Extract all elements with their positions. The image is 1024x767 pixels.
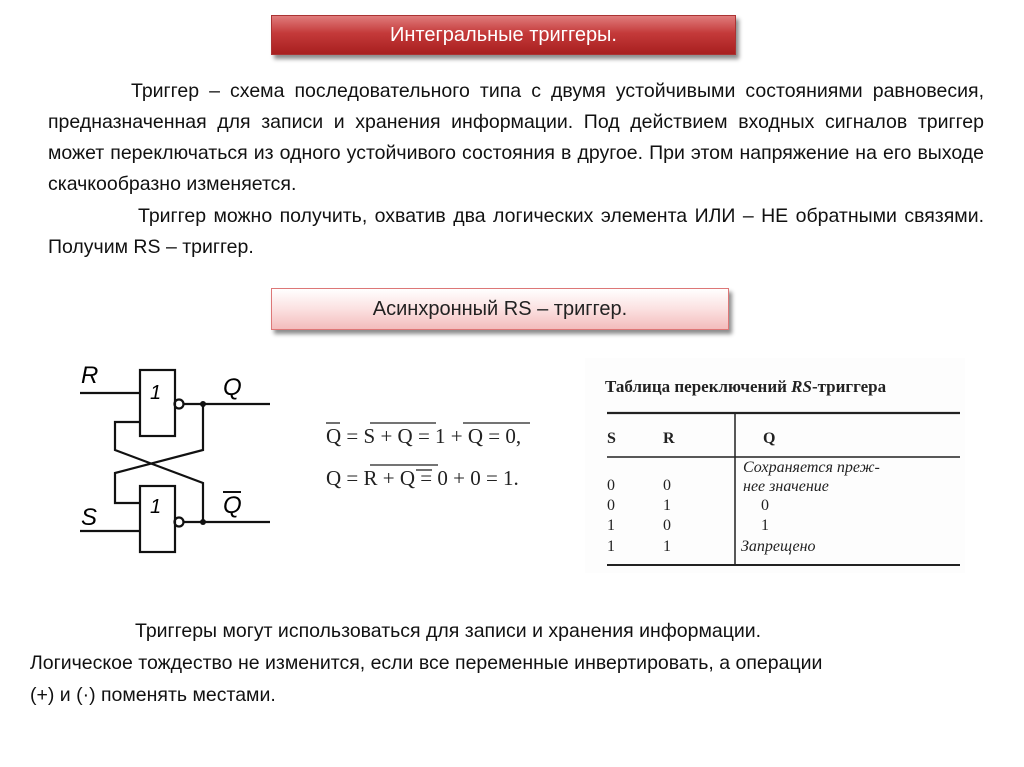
section-subtitle: Асинхронный RS – триггер. — [372, 297, 628, 320]
input-r-label: R — [81, 362, 99, 389]
paragraph-line: Триггер – схема последовательного типа с двумя устойчивыми состояниями — [131, 80, 863, 102]
row-2-r: 1 — [663, 497, 671, 514]
row-3-r: 0 — [663, 517, 671, 534]
row-3-s: 1 — [607, 517, 615, 534]
truth-table — [585, 358, 965, 573]
equation-1: Q = S + Q = 1 + Q = 0, — [326, 424, 522, 448]
construction-paragraph — [48, 201, 984, 263]
subtitle-banner — [271, 288, 729, 330]
row-3-q: 1 — [761, 517, 769, 534]
paragraph-line: другое. При этом напряжение на его выходе скачкообразно изменяется. — [48, 142, 984, 195]
equation-2: Q = R + Q = 0 + 0 = 1. — [326, 466, 519, 490]
gate-bottom-label: 1 — [150, 496, 162, 518]
title-banner — [271, 15, 736, 55]
row-2-q: 0 — [761, 497, 769, 514]
equations — [318, 415, 588, 500]
bottom-line-3: (+) и (·) поменять местами. — [30, 684, 276, 706]
output-qbar-label: Q — [223, 492, 242, 519]
row-1-r: 0 — [663, 477, 671, 494]
header-r: R — [663, 430, 675, 447]
hold-text-line2: нее значение — [743, 478, 829, 495]
paragraph-line: Триггер можно получить, охватив два логических элемента ИЛИ – НЕ — [138, 205, 789, 227]
row-4-r: 1 — [663, 538, 671, 555]
row-1-s: 0 — [607, 477, 615, 494]
paragraph-line: входных сигналов триггер может переключаться из одного устойчивого состояния в — [48, 111, 984, 164]
junction-dot-bottom — [200, 519, 206, 525]
row-2-s: 0 — [607, 497, 615, 514]
output-q-label: Q — [223, 374, 242, 401]
header-q: Q — [763, 430, 776, 447]
junction-dot-top — [200, 401, 206, 407]
header-s: S — [607, 430, 616, 447]
paragraph-line: обратными связями. Получим RS – триггер. — [48, 205, 985, 258]
row-4-q: Запрещено — [741, 538, 816, 555]
gate-top-label: 1 — [150, 382, 162, 404]
paragraph-line: равновесия, предназначенная для записи и хранения информации. Под действием — [48, 80, 984, 133]
page-title: Интегральные триггеры. — [390, 23, 617, 46]
bottom-line-2: Логическое тождество не изменится, если все переменные инвертировать, а операции — [30, 652, 823, 674]
rs-trigger-circuit — [75, 355, 275, 555]
hold-text-line1: Сохраняется преж- — [743, 459, 880, 476]
bottom-line-1: Триггеры могут использоваться для записи и хранения информации. — [135, 620, 762, 642]
table-caption: Таблица переключений RS-триггера — [605, 377, 887, 396]
row-4-s: 1 — [607, 538, 615, 555]
input-s-label: S — [81, 504, 98, 531]
definition-paragraph — [48, 76, 984, 200]
